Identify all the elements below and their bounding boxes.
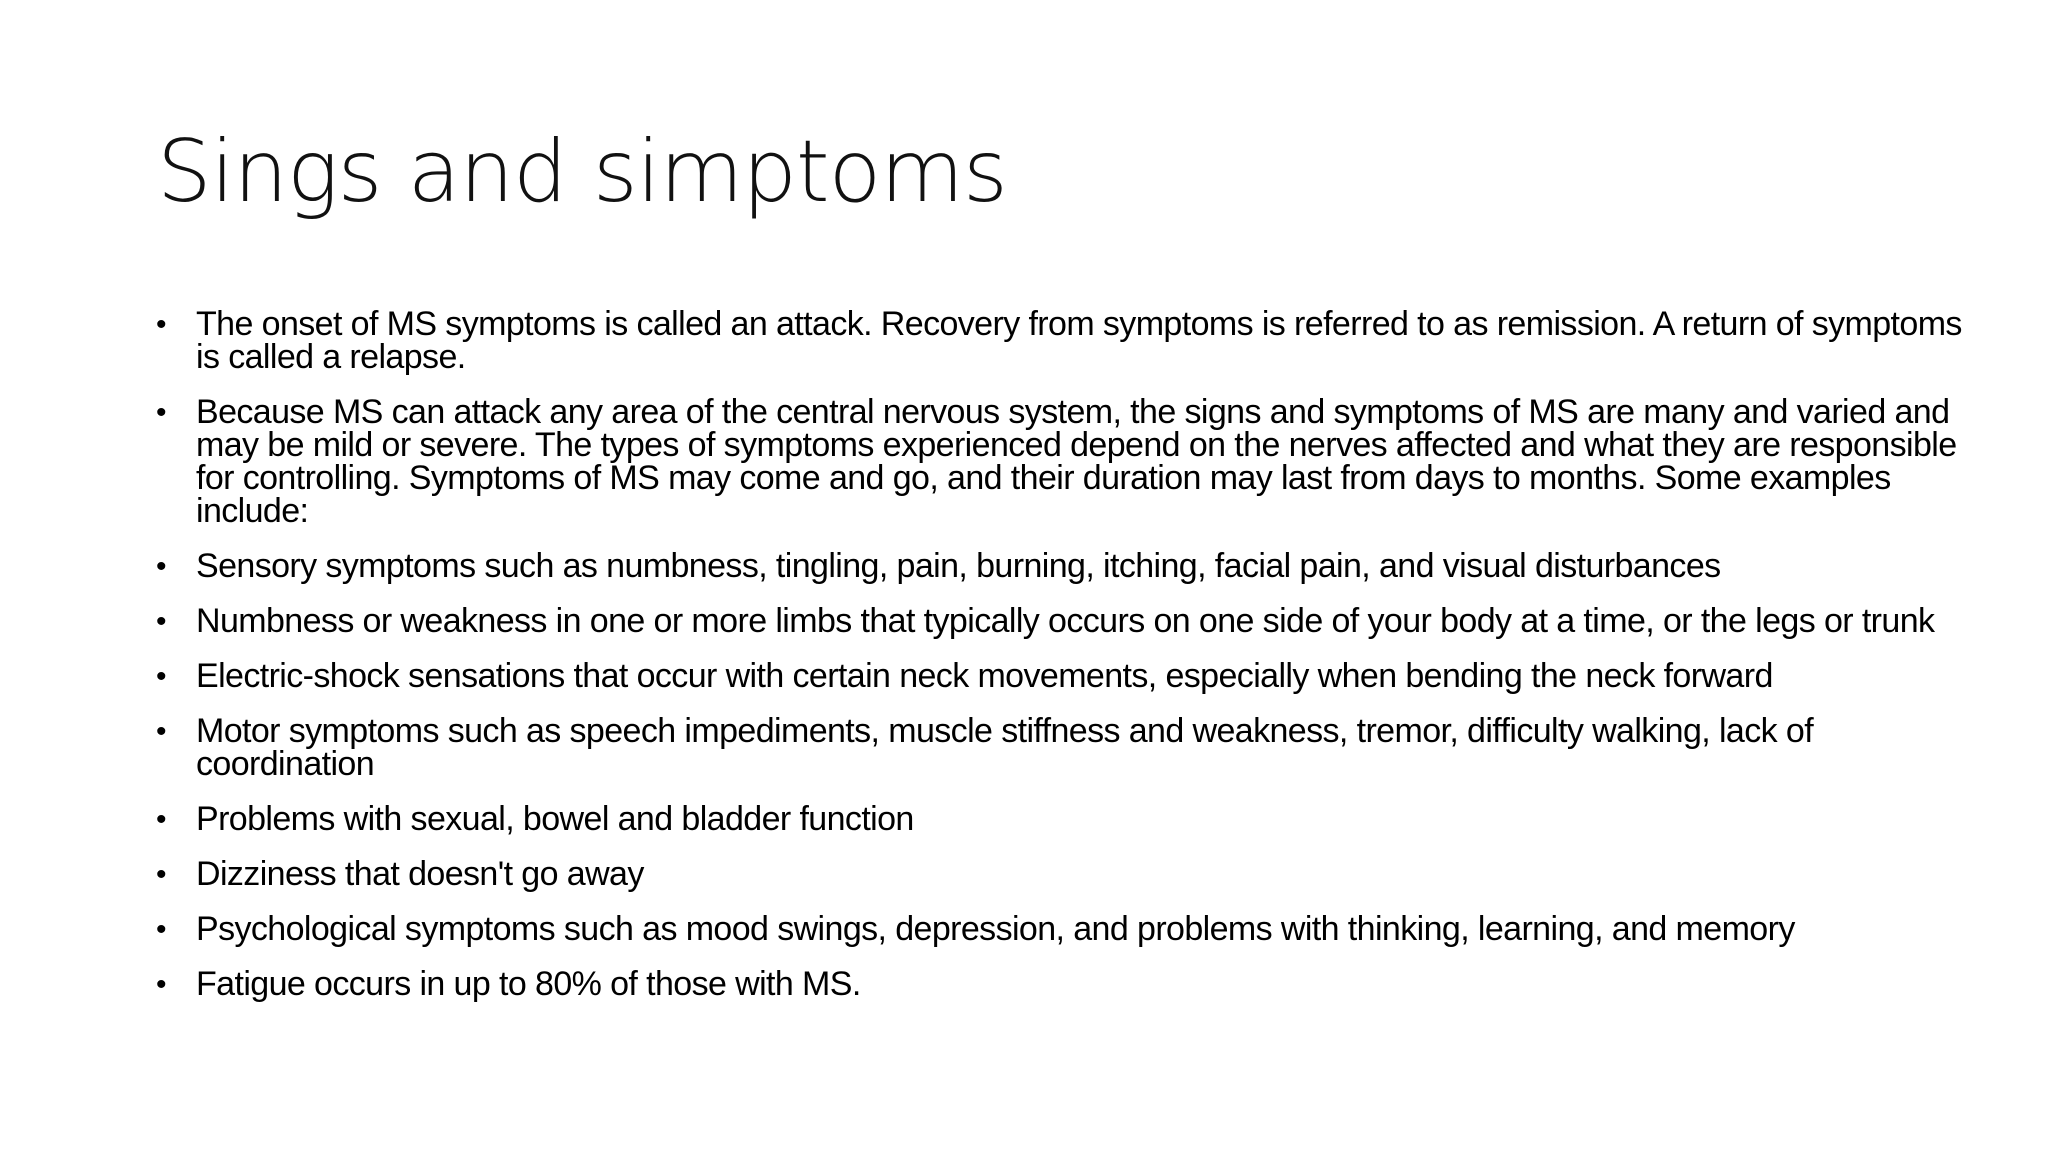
bullet-item (156, 602, 1986, 640)
bullet-text: Sensory symptoms such as numbness, tingling, pain, burning, itching, facial pain, and visual disturbances (196, 547, 1721, 585)
bullet-icon: • (156, 715, 166, 748)
bullet-icon: • (156, 968, 166, 1001)
bullet-item (156, 712, 1986, 783)
bullet-item (156, 305, 1986, 376)
bullet-item (156, 547, 1986, 585)
bullet-item (156, 393, 1986, 530)
bullet-text: Motor symptoms such as speech impediments, muscle stiffness and weakness, tremor, difficulty walking, lack of coordination (196, 712, 1814, 783)
bullet-text: Dizziness that doesn't go away (196, 855, 644, 893)
bullet-item (156, 800, 1986, 838)
bullet-text: Electric-shock sensations that occur with certain neck movements, especially when bending the neck forward (196, 657, 1773, 695)
bullet-icon: • (156, 308, 166, 341)
bullet-icon: • (156, 605, 166, 638)
bullet-text: Numbness or weakness in one or more limbs that typically occurs on one side of your body at a time, or the legs or trunk (196, 602, 1935, 640)
bullet-icon: • (156, 803, 166, 836)
bullet-item (156, 855, 1986, 893)
bullet-icon: • (156, 660, 166, 693)
bullet-icon: • (156, 858, 166, 891)
bullet-text: Fatigue occurs in up to 80% of those with MS. (196, 965, 861, 1003)
bullet-item (156, 910, 1986, 948)
bullet-item (156, 965, 1986, 1003)
bullet-icon: • (156, 396, 166, 429)
bullet-text: Problems with sexual, bowel and bladder function (196, 800, 914, 838)
bullet-text: Psychological symptoms such as mood swings, depression, and problems with thinking, learning, and memory (196, 910, 1795, 948)
bullet-text: The onset of MS symptoms is called an attack. Recovery from symptoms is referred to as remission. A return of symptoms is called a relapse. (196, 305, 1962, 376)
bullet-list (156, 305, 1986, 1023)
bullet-text: Because MS can attack any area of the central nervous system, the signs and symptoms of MS are many and varied and may be mild or severe. The types of symptoms experienced depend on the nerves affected and what they are responsible for controlling. Symptoms of MS may come and go, and their duration may last from days to months. Some examples include: (196, 393, 1957, 530)
bullet-item (156, 657, 1986, 695)
bullet-icon: • (156, 913, 166, 946)
bullet-icon: • (156, 550, 166, 583)
slide-title: Sings and simptoms (157, 122, 1007, 222)
